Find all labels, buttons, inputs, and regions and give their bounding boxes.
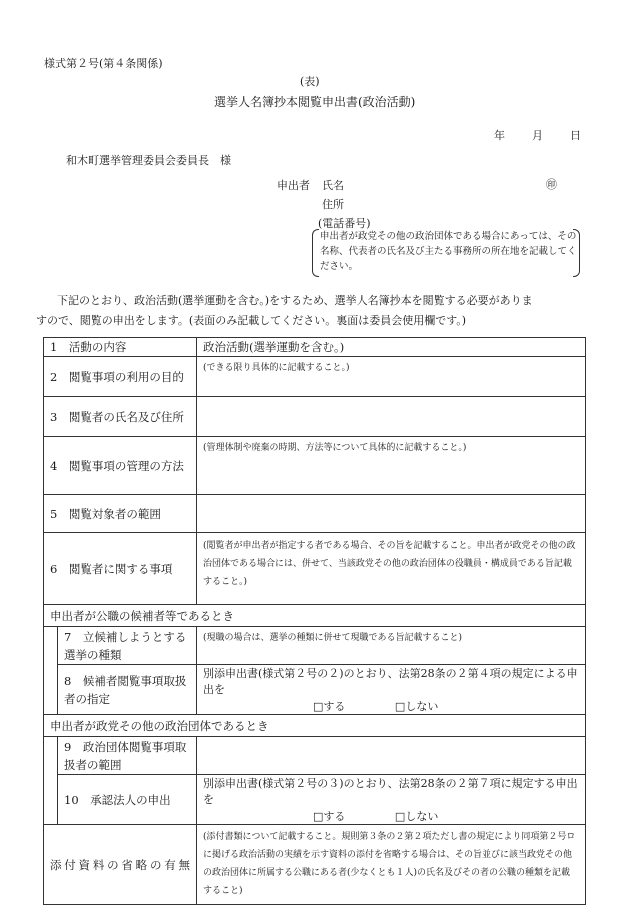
note-text: 申出者が政党その他の政治団体である場合にあっては、その名称、代表者の氏名及び主たる事務所の所在地を記載してください。: [320, 231, 577, 272]
applicant-label: 申出者: [277, 179, 310, 192]
party-handler-field[interactable]: [197, 737, 586, 775]
candidate-handler-yes-checkbox[interactable]: □する: [313, 700, 346, 713]
attachment-field[interactable]: (添付書類について記載すること。規則第３条の２第２項ただし書の規定により同項第２号ロに掲げる政治活動の実績を示す資料の添付を省略する場合は、その旨並びに該当政党その他の政治団体に所属する公職にある者(少なくとも１人)の氏名及びその者の公職の種類を記載すること): [197, 825, 586, 905]
intro-line-2: すので、閲覧の申出をします。(表面のみ記載してください。裏面は委員会使用欄です。): [36, 314, 467, 327]
date-year: 年: [494, 129, 505, 142]
management-label: 4 閲覧事項の管理の方法: [44, 437, 197, 495]
party-handler-label: 9 政治団体閲覧事項取扱者の範囲: [58, 737, 197, 775]
candidate-handler-field: [197, 665, 586, 715]
election-type-label: 7 立候補しようとする選挙の種類: [58, 627, 197, 665]
note-right-bracket: [573, 229, 580, 277]
election-type-field[interactable]: (現職の場合は、選挙の種類に併せて現職である旨記載すること): [197, 627, 586, 665]
date-day: 日: [570, 129, 581, 142]
page-title: 選挙人名簿抄本閲覧申出書(政治活動): [214, 95, 416, 109]
candidate-handler-no-checkbox[interactable]: □しない: [394, 700, 439, 713]
activity-label: 1 活動の内容: [44, 338, 197, 357]
purpose-field[interactable]: (できる限り具体的に記載すること。): [197, 357, 586, 397]
row-viewer-info: [44, 533, 586, 605]
viewer-name-field[interactable]: [197, 397, 586, 437]
row-candidate-handler: [44, 665, 586, 715]
address-label: 住所: [322, 198, 344, 211]
scope-field[interactable]: [197, 495, 586, 533]
activity-value: 政治活動(選挙運動を含む。): [197, 338, 586, 357]
row-party-handler: [44, 737, 586, 775]
approved-corp-label: 10 承認法人の申出: [58, 775, 197, 825]
section-party-label: 申出者が政党その他の政治団体であるとき: [44, 715, 586, 737]
section-candidate-label: 申出者が公職の候補者等であるとき: [44, 605, 586, 627]
note-left-bracket: [312, 229, 319, 277]
row-approved-corp: [44, 775, 586, 825]
side-label: (表): [300, 75, 320, 88]
candidate-handler-label: 8 候補者閲覧事項取扱者の指定: [58, 665, 197, 715]
applicant-note: [312, 229, 580, 277]
row-election-type: [44, 627, 586, 665]
row-purpose: [44, 357, 586, 397]
approved-corp-no-checkbox[interactable]: □しない: [394, 810, 439, 823]
intro-line-1: 下記のとおり、政治活動(選挙運動を含む。)をするため、選挙人名簿抄本を閲覧する必要がありま: [57, 294, 533, 307]
row-viewer-name: [44, 397, 586, 437]
date-month: 月: [532, 129, 543, 142]
section-party: [44, 715, 586, 737]
seal-mark: ㊞: [546, 178, 557, 191]
section-candidate: [44, 605, 586, 627]
approved-corp-yes-checkbox[interactable]: □する: [313, 810, 346, 823]
viewer-name-label: 3 閲覧者の氏名及び住所: [44, 397, 197, 437]
application-table: [43, 337, 586, 905]
management-field[interactable]: (管理体制や廃棄の時期、方法等について具体的に記載すること。): [197, 437, 586, 495]
phone-label: (電話番号): [318, 217, 371, 230]
purpose-label: 2 閲覧事項の利用の目的: [44, 357, 197, 397]
row-activity: [44, 338, 586, 357]
viewer-info-label: 6 閲覧者に関する事項: [44, 533, 197, 605]
candidate-handler-text: 別添申出書(様式第２号の２)のとおり、法第28条の２第４項の規定による申出を: [203, 667, 578, 696]
row-attachment: [44, 825, 586, 905]
addressee: 和木町選挙管理委員会委員長 様: [66, 154, 231, 167]
scope-label: 5 閲覧対象者の範囲: [44, 495, 197, 533]
attachment-label: 添付資料の省略の有無: [44, 825, 197, 905]
row-scope: [44, 495, 586, 533]
approved-corp-text: 別添申出書(様式第２号の３)のとおり、法第28条の２第７項に規定する申出を: [203, 777, 578, 806]
form-number: 様式第２号(第４条関係): [44, 57, 163, 70]
row-management: [44, 437, 586, 495]
viewer-info-field[interactable]: (閲覧者が申出者が指定する者である場合、その旨を記載すること。申出者が政党その他の政治団体である場合には、併せて、当該政党その他の政治団体の役職員・構成員である旨記載すること。): [197, 533, 586, 605]
name-label: 氏名: [322, 179, 344, 192]
approved-corp-field: [197, 775, 586, 825]
